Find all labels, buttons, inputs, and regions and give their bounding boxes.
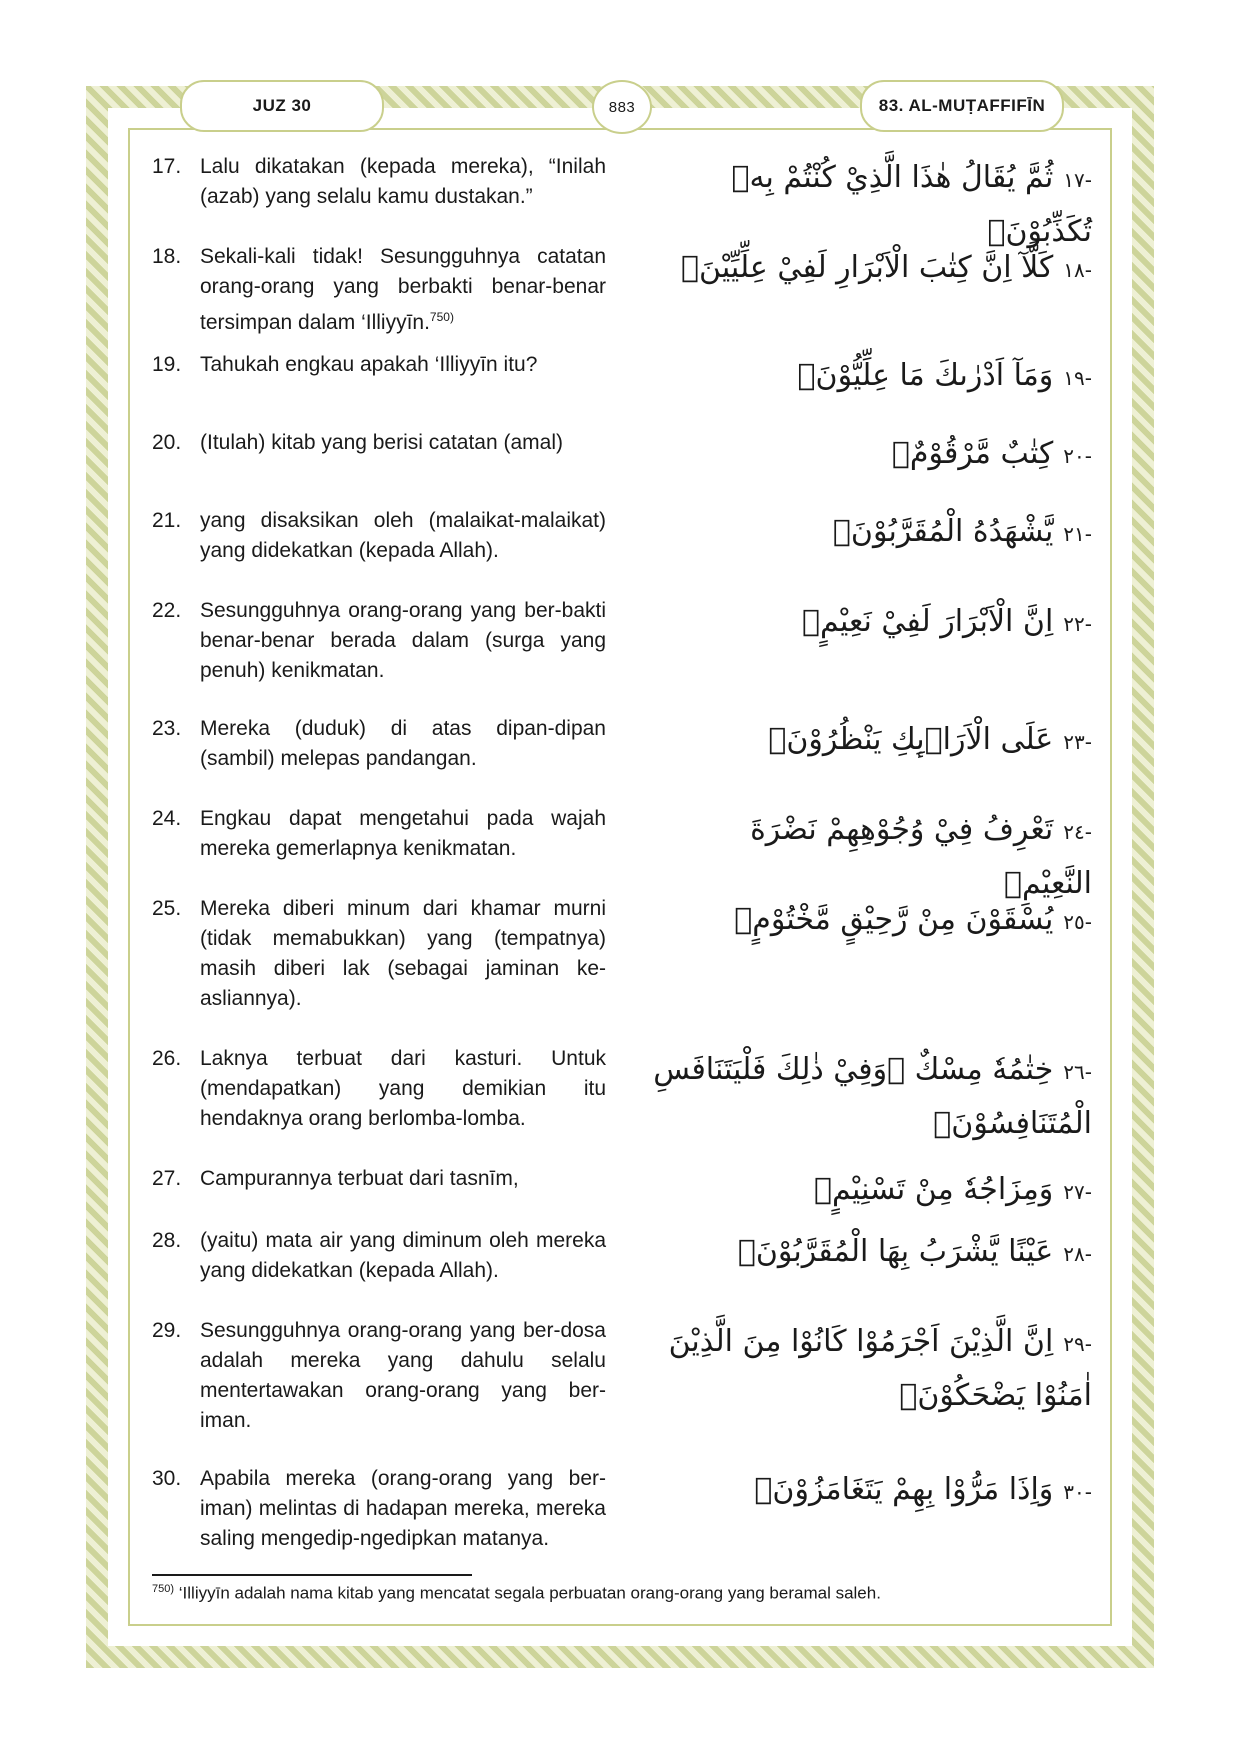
translation-text: yang disaksikan oleh (malaikat-malaikat) yang didekatkan (kepada Allah). (200, 509, 606, 562)
arabic-verse: يَّشْهَدُهُ الْمُقَرَّبُوْنَۗ (832, 514, 1054, 549)
arabic-verse: كَلَّآ اِنَّ كِتٰبَ الْاَبْرَارِ لَفِيْ عِلِّيِّيْنَۗ (681, 250, 1054, 285)
arabic-text (672, 1226, 1092, 1280)
arabic-text (672, 428, 1092, 482)
verse-number: 23. (152, 717, 182, 740)
footnote-marker[interactable]: 750) (429, 310, 454, 324)
verse-number: 28. (152, 1229, 182, 1252)
arabic-text (672, 596, 1092, 650)
arabic-verse-number: -٢٠ (1063, 444, 1092, 468)
translation (152, 1464, 606, 1554)
translation-text: Mereka diberi minum dari khamar murni (tidak memabukkan) yang (tempatnya) masih diberi lak (sebagai jaminan ke-asliannya). (200, 897, 606, 1010)
footnote-divider (152, 1574, 472, 1576)
arabic-verse-number: -١٧ (1063, 168, 1092, 192)
translation (152, 428, 606, 458)
footnote-text: ‘Illiyyīn adalah nama kitab yang mencatat segala perbuatan orang-orang yang beramal saleh. (178, 1583, 881, 1603)
translation (152, 1316, 606, 1436)
translation (152, 1226, 606, 1286)
arabic-verse: ثُمَّ يُقَالُ هٰذَا الَّذِيْ كُنْتُمْ بِهٖ تُكَذِّبُوْنَۗ (731, 160, 1092, 249)
arabic-verse-number: -٢٥ (1063, 910, 1092, 934)
translation (152, 596, 606, 686)
translation-text: Laknya terbuat dari kasturi. Untuk (mendapatkan) yang demikian itu hendaknya orang berlomba-lomba. (200, 1047, 606, 1130)
verse-number: 30. (152, 1467, 182, 1490)
translation-text: Mereka (duduk) di atas dipan-dipan (sambil) melepas pandangan. (200, 717, 606, 770)
translation (152, 506, 606, 566)
arabic-text (672, 1464, 1092, 1518)
verse-number: 17. (152, 155, 182, 178)
arabic-verse: اِنَّ الَّذِيْنَ اَجْرَمُوْا كَانُوْا مِنَ الَّذِيْنَ اٰمَنُوْا يَضْحَكُوْنَۖ (668, 1324, 1092, 1413)
arabic-verse-number: -٢٨ (1063, 1242, 1092, 1266)
arabic-verse-number: -٢٢ (1063, 612, 1092, 636)
translation-text: Tahukah engkau apakah ‘Illiyyīn itu? (200, 353, 538, 376)
translation-text: Lalu dikatakan (kepada mereka), “Inilah (azab) yang selalu kamu dustakan.” (200, 155, 606, 208)
arabic-text (672, 894, 1092, 948)
verse-number: 21. (152, 509, 182, 532)
translation-text: Campurannya terbuat dari tasnīm, (200, 1167, 519, 1190)
translation-text: Sesungguhnya orang-orang yang ber-dosa adalah mereka yang dahulu selalu mentertawakan orang-orang yang ber-iman. (200, 1319, 606, 1432)
surah-label: 83. AL-MUṬAFFIFĪN (860, 80, 1064, 132)
verse-number: 20. (152, 431, 182, 454)
verse-number: 24. (152, 807, 182, 830)
juz-label: JUZ 30 (180, 80, 384, 132)
arabic-verse-number: -٢٧ (1063, 1180, 1092, 1204)
arabic-verse-number: -٢١ (1063, 522, 1092, 546)
translation-text: (Itulah) kitab yang berisi catatan (amal) (200, 431, 563, 454)
arabic-text (672, 506, 1092, 560)
page-number: 883 (592, 80, 652, 134)
translation-text: Engkau dapat mengetahui pada wajah mereka gemerlapnya kenikmatan. (200, 807, 606, 860)
arabic-verse-number: -٢٤ (1063, 820, 1092, 844)
translation (152, 894, 606, 1014)
arabic-verse: كِتٰبٌ مَّرْقُوْمٌۙ (891, 436, 1054, 471)
footnote-number: 750) (152, 1583, 175, 1595)
translation-text: Sekali-kali tidak! Sesungguhnya catatan orang-orang yang berbakti benar-benar tersimpan dalam ‘Illiyyīn. (200, 245, 606, 334)
arabic-verse-number: -٢٩ (1063, 1332, 1092, 1356)
translation (152, 1044, 606, 1134)
footnote (152, 1583, 1092, 1604)
translation (152, 804, 606, 864)
arabic-verse: يُسْقَوْنَ مِنْ رَّحِيْقٍ مَّخْتُوْمٍۙ (734, 902, 1054, 937)
verse-number: 27. (152, 1167, 182, 1190)
arabic-text (622, 1044, 1092, 1150)
arabic-verse: عَلَى الْاَرَاۤىِٕكِ يَنْظُرُوْنَۙ (768, 722, 1054, 757)
translation-text: Sesungguhnya orang-orang yang ber-bakti benar-benar berada dalam (surga yang penuh) kenikmatan. (200, 599, 606, 682)
arabic-verse-number: -٢٦ (1063, 1060, 1092, 1084)
verse-number: 19. (152, 353, 182, 376)
translation (152, 152, 606, 212)
arabic-verse-number: -٣٠ (1063, 1480, 1092, 1504)
arabic-verse: عَيْنًا يَّشْرَبُ بِهَا الْمُقَرَّبُوْنَۗ (737, 1234, 1054, 1269)
translation (152, 350, 606, 380)
translation (152, 242, 606, 338)
arabic-text (632, 1316, 1092, 1422)
arabic-verse-number: -٢٣ (1063, 730, 1092, 754)
arabic-verse: خِتٰمُهٗ مِسْكٌ ۗوَفِيْ ذٰلِكَ فَلْيَتَنَافَسِ الْمُتَنَافِسُوْنَۗ (653, 1052, 1092, 1141)
arabic-text (672, 1164, 1092, 1218)
arabic-text (672, 350, 1092, 404)
translation-text: Apabila mereka (orang-orang yang ber-iman) melintas di hadapan mereka, mereka saling mengedip-ngedipkan matanya. (200, 1467, 606, 1550)
arabic-verse: وَمِزَاجُهٗ مِنْ تَسْنِيْمٍۙ (814, 1172, 1054, 1207)
arabic-verse-number: -١٩ (1063, 366, 1092, 390)
verse-number: 22. (152, 599, 182, 622)
verse-number: 26. (152, 1047, 182, 1070)
arabic-verse: وَاِذَا مَرُّوْا بِهِمْ يَتَغَامَزُوْنَۖ (754, 1472, 1054, 1507)
verse-number: 25. (152, 897, 182, 920)
arabic-verse: اِنَّ الْاَبْرَارَ لَفِيْ نَعِيْمٍۙ (801, 604, 1054, 639)
arabic-verse-number: -١٨ (1063, 258, 1092, 282)
arabic-verse: وَمَآ اَدْرٰىكَ مَا عِلِّيُّوْنَۗ (797, 358, 1054, 393)
translation (152, 1164, 606, 1194)
translation (152, 714, 606, 774)
verse-number: 18. (152, 245, 182, 268)
arabic-text (672, 242, 1092, 296)
arabic-verse: تَعْرِفُ فِيْ وُجُوْهِهِمْ نَضْرَةَ النَّعِيْمِۚ (750, 812, 1092, 901)
verse-number: 29. (152, 1319, 182, 1342)
translation-text: (yaitu) mata air yang diminum oleh mereka yang didekatkan (kepada Allah). (200, 1229, 606, 1282)
arabic-text (672, 714, 1092, 768)
